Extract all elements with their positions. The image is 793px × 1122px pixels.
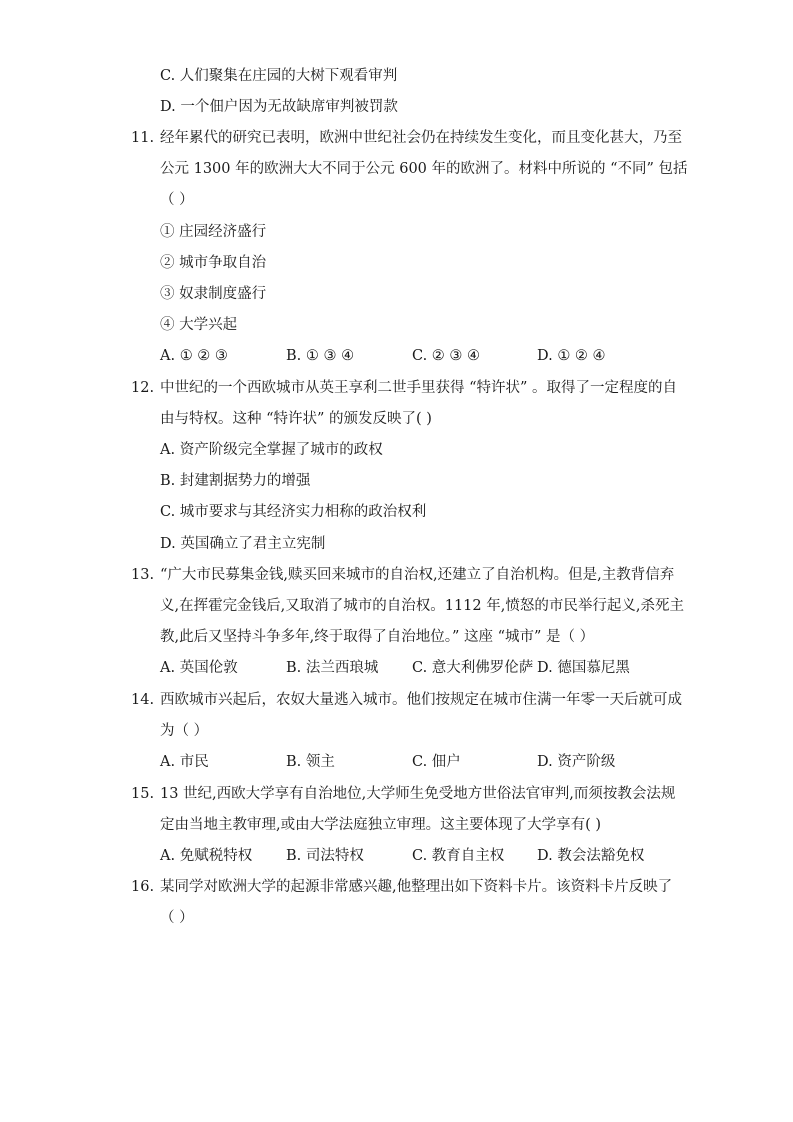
q15-options [0, 846, 793, 866]
q14-option-c: C. 佃户 [412, 754, 461, 770]
q15-option-d: D. 教会法豁免权 [537, 848, 645, 864]
q12-number: 12. [131, 380, 155, 396]
q13-stem-line3: 教,此后又坚持斗争多年,终于取得了自治地位。” 这座 “城市” 是（ ） [160, 629, 595, 645]
q14-option-d: D. 资产阶级 [537, 754, 616, 770]
q10-option-d: D. 一个佃户因为无故缺席审判被罚款 [160, 99, 398, 115]
q14-stem-line1: 西欧城市兴起后，农奴大量逃入城市。他们按规定在城市住满一年零一天后就可成 [160, 692, 682, 708]
q12-option-b: B. 封建割据势力的增强 [160, 473, 311, 489]
q15-stem-line2: 定由当地主教审理,或由大学法庭独立审理。这主要体现了大学享有( ) [160, 817, 602, 833]
q14-number: 14. [131, 692, 155, 708]
q13-stem-line1: “广大市民募集金钱,赎买回来城市的自治权,还建立了自治机构。但是,主教背信弃 [160, 567, 675, 583]
q14-stem-line2: 为（ ） [160, 723, 209, 739]
q11-item-2: ② 城市争取自治 [160, 255, 267, 271]
q14-option-a: A. 市民 [160, 754, 209, 770]
q15-option-b: B. 司法特权 [286, 848, 364, 864]
q15-option-c: C. 教育自主权 [412, 848, 505, 864]
q13-stem-line2: 义,在挥霍完金钱后,又取消了城市的自治权。1112 年,愤怒的市民举行起义,杀死主 [160, 598, 684, 614]
q16-stem-line2: （ ） [160, 910, 194, 926]
q16-number: 16. [131, 879, 155, 895]
q11-option-a: A. ① ② ③ [160, 348, 228, 364]
q11-item-4: ④ 大学兴起 [160, 317, 238, 333]
q15-option-a: A. 免赋税特权 [160, 848, 253, 864]
q13-number: 13. [131, 567, 155, 583]
q16-stem-line1: 某同学对欧洲大学的起源非常感兴趣,他整理出如下资料卡片。该资料卡片反映了 [160, 879, 673, 895]
q15-number: 15. [131, 786, 155, 802]
q11-stem-line2: 公元 1300 年的欧洲大大不同于公元 600 年的欧洲了。材料中所说的 “不同” 包括 [160, 161, 688, 177]
q11-stem-line3: （ ） [160, 192, 194, 208]
q13-options [0, 658, 793, 678]
q13-option-c: C. 意大利佛罗伦萨 [412, 660, 534, 676]
q11-item-1: ① 庄园经济盛行 [160, 224, 267, 240]
q11-stem-line1: 经年累代的研究已表明，欧洲中世纪社会仍在持续发生变化，而且变化甚大，乃至 [160, 130, 682, 146]
q12-option-d: D. 英国确立了君主立宪制 [160, 536, 326, 552]
q10-option-c: C. 人们聚集在庄园的大树下观看审判 [160, 68, 398, 84]
q14-option-b: B. 领主 [286, 754, 335, 770]
q12-option-a: A. 资产阶级完全掌握了城市的政权 [160, 442, 383, 458]
q11-option-c: C. ② ③ ④ [412, 348, 481, 364]
q11-number: 11. [131, 130, 155, 146]
q13-option-d: D. 德国慕尼黑 [537, 660, 630, 676]
q11-item-3: ③ 奴隶制度盛行 [160, 286, 267, 302]
q12-stem-line1: 中世纪的一个西欧城市从英王享利二世手里获得 “特许状” 。取得了一定程度的自 [160, 380, 678, 396]
q11-option-d: D. ① ② ④ [537, 348, 606, 364]
q12-option-c: C. 城市要求与其经济实力相称的政治权利 [160, 504, 427, 520]
q11-option-b: B. ① ③ ④ [286, 348, 355, 364]
q11-options [0, 346, 793, 366]
q13-option-a: A. 英国伦敦 [160, 660, 238, 676]
q15-stem-line1: 13 世纪,西欧大学享有自治地位,大学师生免受地方世俗法官审判,而须按教会法规 [160, 786, 676, 802]
q14-options [0, 752, 793, 772]
q12-stem-line2: 由与特权。这种 “特许状” 的颁发反映了( ) [160, 411, 432, 427]
q13-option-b: B. 法兰西琅城 [286, 660, 379, 676]
